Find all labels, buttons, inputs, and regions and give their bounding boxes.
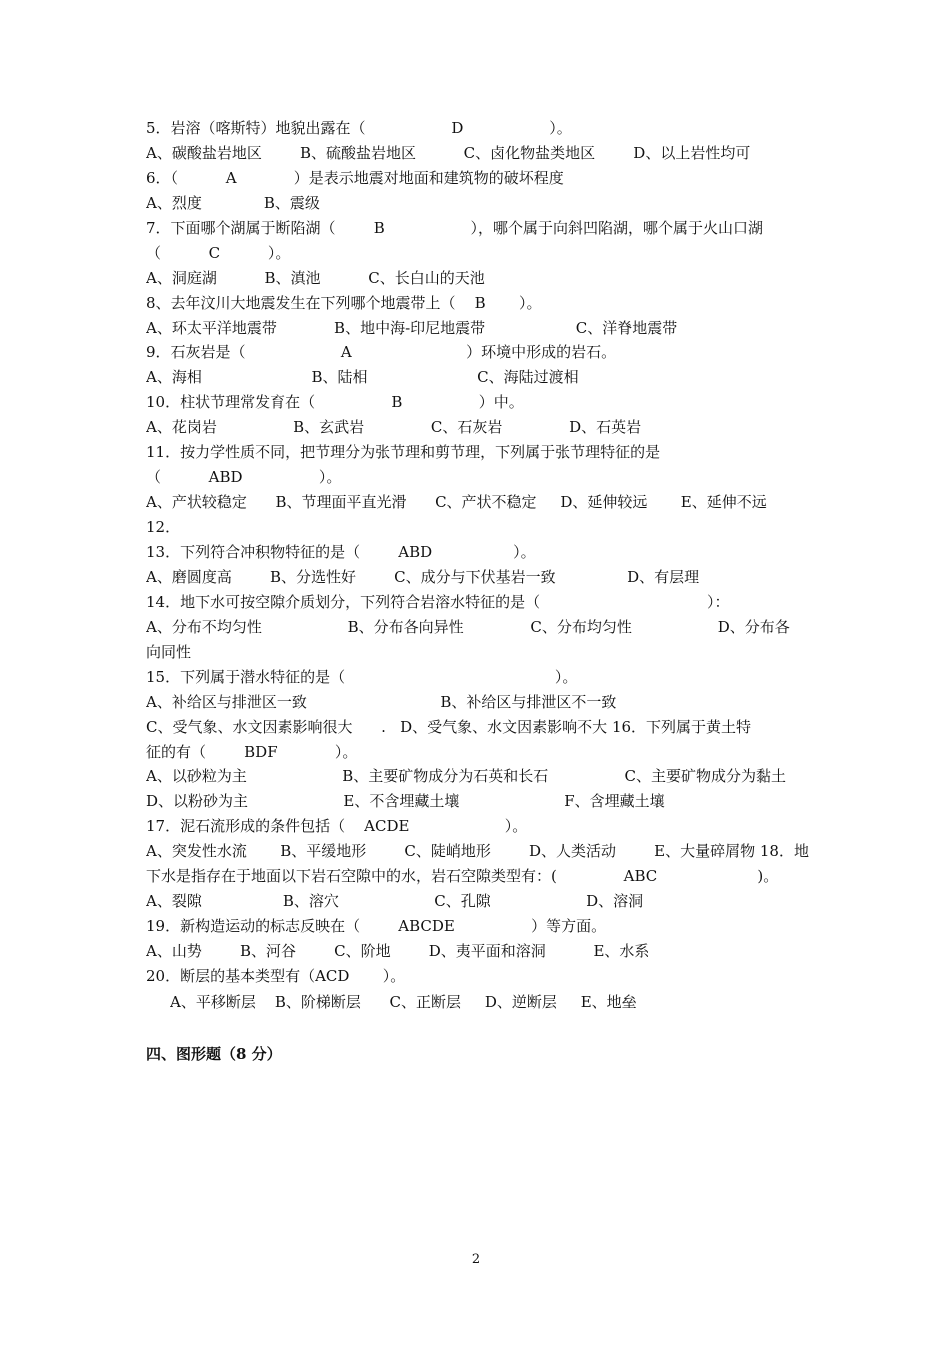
text-line: A、山势 B、河谷 C、阶地 D、夷平面和溶洞 E、水系 [146, 942, 650, 960]
text-line: 下水是指存在于地面以下岩石空隙中的水，岩石空隙类型有：( ABC )。 [146, 867, 779, 885]
text-line: A、补给区与排泄区一致 B、补给区与排泄区不一致 [146, 693, 617, 711]
text-line: 13．下列符合冲积物特征的是（ ABD ）。 [146, 543, 536, 561]
text-line: （ ABD ）。 [146, 468, 342, 486]
text-line: A、环太平洋地震带 B、地中海-印尼地震带 C、洋脊地震带 [146, 319, 678, 337]
text-line: 征的有（ BDF ）。 [146, 743, 358, 761]
text-line: A、烈度 B、震级 [146, 194, 320, 212]
text-line: C、受气象、水文因素影响很大 . D、受气象、水文因素影响不大 16．下列属于黄土特 [146, 718, 752, 736]
text-line: 20．断层的基本类型有（ACD ）。 [146, 967, 406, 985]
text-line: A、洞庭湖 B、滇池 C、长白山的天池 [146, 269, 485, 287]
text-line: 5．岩溶（喀斯特）地貌出露在（ D ）。 [146, 119, 572, 137]
text-line: 向同性 [146, 643, 192, 661]
section-heading: 四、图形题（8 分） [146, 1045, 282, 1063]
text-line: 19．新构造运动的标志反映在（ ABCDE ）等方面。 [146, 917, 607, 935]
text-line: A、产状较稳定 B、节理面平直光滑 C、产状不稳定 D、延伸较远 E、延伸不远 [146, 493, 767, 511]
text-line: 8、去年汶川大地震发生在下列哪个地震带上（ B ）。 [146, 294, 542, 312]
text-line: A、磨圆度高 B、分选性好 C、成分与下伏基岩一致 D、有层理 [146, 568, 700, 586]
text-line: 17．泥石流形成的条件包括（ ACDE ）。 [146, 817, 528, 835]
text-line: 15．下列属于潜水特征的是（ ）。 [146, 668, 578, 686]
text-line: A、碳酸盐岩地区 B、硫酸盐岩地区 C、卤化物盐类地区 D、以上岩性均可 [146, 144, 751, 162]
text-line: 6．（ A ）是表示地震对地面和建筑物的破坏程度 [146, 169, 564, 187]
text-line: 9．石灰岩是（ A ）环境中形成的岩石。 [146, 343, 617, 361]
text-line: （ C ）。 [146, 244, 291, 262]
text-line: A、分布不均匀性 B、分布各向异性 C、分布均匀性 D、分布各 [146, 618, 790, 636]
text-line: A、突发性水流 B、平缓地形 C、陡峭地形 D、人类活动 E、大量碎屑物 18．地 [146, 842, 809, 860]
text-line: A、花岗岩 B、玄武岩 C、石灰岩 D、石英岩 [146, 418, 642, 436]
text-line: A、海相 B、陆相 C、海陆过渡相 [146, 368, 579, 386]
text-line: 14．地下水可按空隙介质划分，下列符合岩溶水特征的是（ ）： [146, 593, 730, 611]
text-line: D、以粉砂为主 E、不含埋藏土壤 F、含埋藏土壤 [146, 792, 665, 810]
text-line: A、裂隙 B、溶穴 C、孔隙 D、溶洞 [146, 892, 644, 910]
question-20-options: A、平移断层 B、阶梯断层 C、正断层 D、逆断层 E、地垒 [170, 993, 637, 1011]
text-line: A、以砂粒为主 B、主要矿物成分为石英和长石 C、主要矿物成分为黏土 [146, 767, 786, 785]
text-line: 12． [146, 518, 181, 536]
page-number: 2 [471, 1252, 481, 1267]
text-line: 10．柱状节理常发育在（ B ）中。 [146, 393, 524, 411]
text-line: 7．下面哪个湖属于断陷湖（ B ），哪个属于向斜凹陷湖，哪个属于火山口湖 [146, 219, 764, 237]
text-line: 11．按力学性质不同，把节理分为张节理和剪节理，下列属于张节理特征的是 [146, 443, 661, 461]
